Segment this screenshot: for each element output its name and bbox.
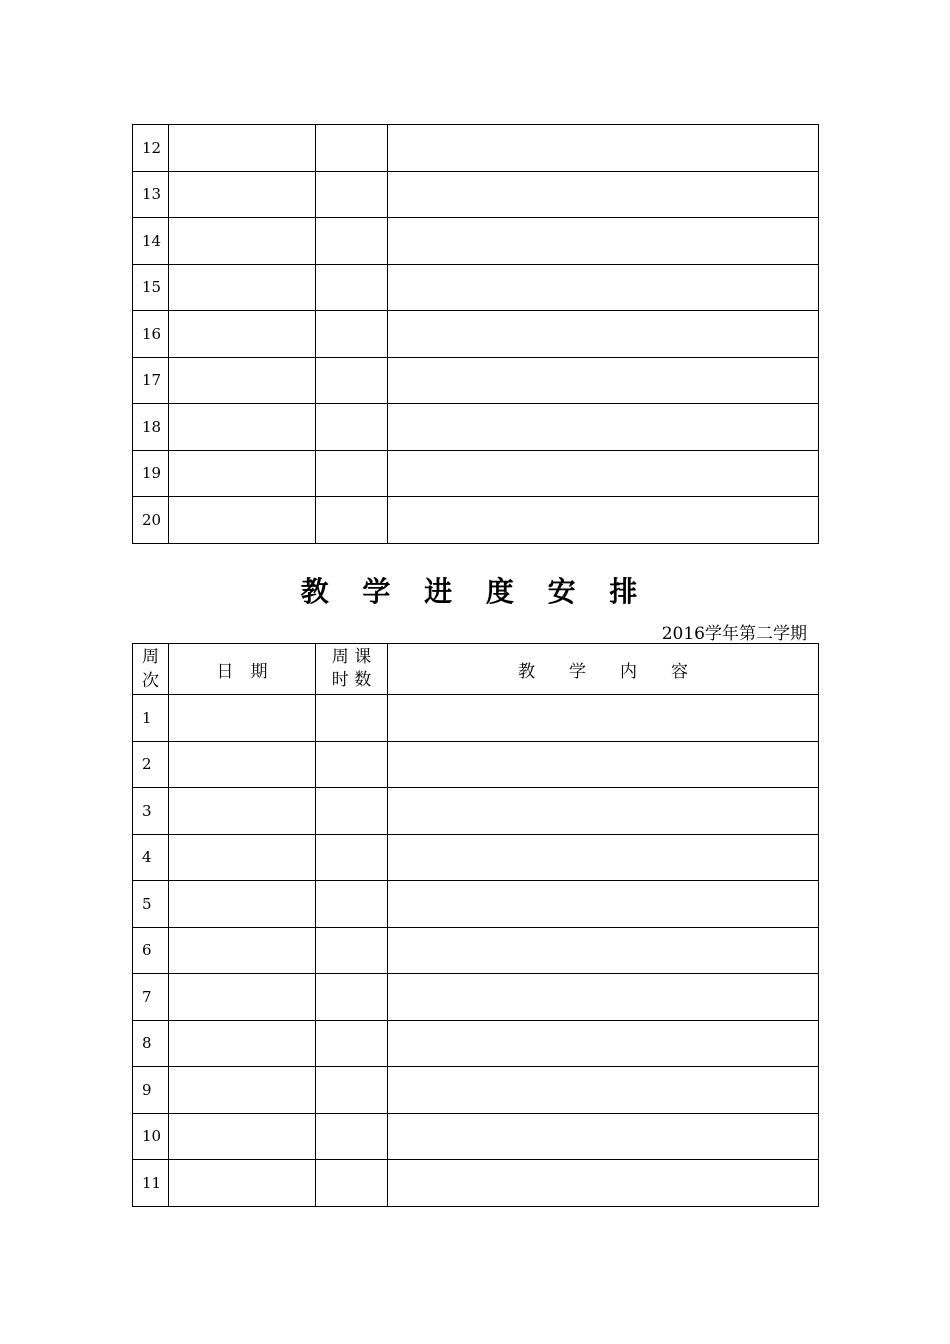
table-row bbox=[133, 311, 819, 358]
hours-cell[interactable] bbox=[316, 125, 388, 172]
hours-cell[interactable] bbox=[316, 264, 388, 311]
date-cell[interactable] bbox=[169, 264, 316, 311]
week-number-cell: 14 bbox=[133, 218, 169, 265]
table-row bbox=[133, 1020, 819, 1067]
hours-cell[interactable] bbox=[316, 695, 388, 742]
hours-cell[interactable] bbox=[316, 1113, 388, 1160]
content-cell[interactable] bbox=[388, 974, 819, 1021]
week-number-cell: 15 bbox=[133, 264, 169, 311]
date-cell[interactable] bbox=[169, 357, 316, 404]
week-number-cell: 6 bbox=[133, 927, 169, 974]
content-cell[interactable] bbox=[388, 741, 819, 788]
hours-cell[interactable] bbox=[316, 450, 388, 497]
content-cell[interactable] bbox=[388, 1113, 819, 1160]
date-cell[interactable] bbox=[169, 834, 316, 881]
content-cell[interactable] bbox=[388, 695, 819, 742]
week-number-cell: 13 bbox=[133, 171, 169, 218]
content-cell[interactable] bbox=[388, 881, 819, 928]
content-cell[interactable] bbox=[388, 1067, 819, 1114]
date-cell[interactable] bbox=[169, 741, 316, 788]
table-row bbox=[133, 1067, 819, 1114]
header-hours-line2: 时 数 bbox=[331, 670, 372, 690]
content-cell[interactable] bbox=[388, 497, 819, 544]
hours-cell[interactable] bbox=[316, 404, 388, 451]
date-cell[interactable] bbox=[169, 218, 316, 265]
week-number-cell: 20 bbox=[133, 497, 169, 544]
hours-cell[interactable] bbox=[316, 741, 388, 788]
table-row bbox=[133, 171, 819, 218]
week-number-cell: 9 bbox=[133, 1067, 169, 1114]
table-row bbox=[133, 881, 819, 928]
week-number-cell: 1 bbox=[133, 695, 169, 742]
content-cell[interactable] bbox=[388, 404, 819, 451]
hours-cell[interactable] bbox=[316, 218, 388, 265]
table-row bbox=[133, 357, 819, 404]
schedule-table-continued bbox=[132, 124, 819, 544]
table-header-row bbox=[133, 644, 819, 695]
week-number-cell: 3 bbox=[133, 788, 169, 835]
hours-cell[interactable] bbox=[316, 927, 388, 974]
table-row bbox=[133, 695, 819, 742]
table-row bbox=[133, 450, 819, 497]
week-number-cell: 8 bbox=[133, 1020, 169, 1067]
content-cell[interactable] bbox=[388, 171, 819, 218]
header-content: 教 学 内 容 bbox=[388, 644, 819, 695]
hours-cell[interactable] bbox=[316, 788, 388, 835]
week-number-cell: 18 bbox=[133, 404, 169, 451]
content-cell[interactable] bbox=[388, 1160, 819, 1207]
hours-cell[interactable] bbox=[316, 881, 388, 928]
hours-cell[interactable] bbox=[316, 357, 388, 404]
table-row bbox=[133, 974, 819, 1021]
header-week bbox=[133, 644, 169, 695]
semester-label: 2016学年第二学期 bbox=[661, 624, 807, 644]
table-row bbox=[133, 1160, 819, 1207]
date-cell[interactable] bbox=[169, 497, 316, 544]
hours-cell[interactable] bbox=[316, 1067, 388, 1114]
week-number-cell: 19 bbox=[133, 450, 169, 497]
content-cell[interactable] bbox=[388, 264, 819, 311]
date-cell[interactable] bbox=[169, 311, 316, 358]
week-number-cell: 17 bbox=[133, 357, 169, 404]
content-cell[interactable] bbox=[388, 125, 819, 172]
content-cell[interactable] bbox=[388, 927, 819, 974]
page-title: 教 学 进 度 安 排 bbox=[300, 575, 650, 608]
week-number-cell: 2 bbox=[133, 741, 169, 788]
content-cell[interactable] bbox=[388, 834, 819, 881]
hours-cell[interactable] bbox=[316, 171, 388, 218]
date-cell[interactable] bbox=[169, 1067, 316, 1114]
hours-cell[interactable] bbox=[316, 497, 388, 544]
week-number-cell: 10 bbox=[133, 1113, 169, 1160]
week-number-cell: 12 bbox=[133, 125, 169, 172]
date-cell[interactable] bbox=[169, 1020, 316, 1067]
date-cell[interactable] bbox=[169, 695, 316, 742]
header-hours-line1: 周 课 bbox=[331, 647, 372, 667]
table-row bbox=[133, 404, 819, 451]
week-number-cell: 7 bbox=[133, 974, 169, 1021]
date-cell[interactable] bbox=[169, 1160, 316, 1207]
content-cell[interactable] bbox=[388, 218, 819, 265]
week-number-cell: 5 bbox=[133, 881, 169, 928]
date-cell[interactable] bbox=[169, 974, 316, 1021]
content-cell[interactable] bbox=[388, 357, 819, 404]
table-row bbox=[133, 218, 819, 265]
week-number-cell: 11 bbox=[133, 1160, 169, 1207]
table-row bbox=[133, 1113, 819, 1160]
date-cell[interactable] bbox=[169, 450, 316, 497]
week-number-cell: 4 bbox=[133, 834, 169, 881]
hours-cell[interactable] bbox=[316, 834, 388, 881]
header-week-line1: 周 bbox=[142, 647, 159, 667]
hours-cell[interactable] bbox=[316, 974, 388, 1021]
date-cell[interactable] bbox=[169, 1113, 316, 1160]
content-cell[interactable] bbox=[388, 450, 819, 497]
table-row bbox=[133, 788, 819, 835]
week-number-cell: 16 bbox=[133, 311, 169, 358]
content-cell[interactable] bbox=[388, 311, 819, 358]
header-date: 日 期 bbox=[169, 644, 316, 695]
content-cell[interactable] bbox=[388, 788, 819, 835]
schedule-table bbox=[132, 643, 819, 1207]
date-cell[interactable] bbox=[169, 171, 316, 218]
content-cell[interactable] bbox=[388, 1020, 819, 1067]
hours-cell[interactable] bbox=[316, 311, 388, 358]
date-cell[interactable] bbox=[169, 927, 316, 974]
date-cell[interactable] bbox=[169, 881, 316, 928]
table-row bbox=[133, 834, 819, 881]
hours-cell[interactable] bbox=[316, 1160, 388, 1207]
hours-cell[interactable] bbox=[316, 1020, 388, 1067]
header-week-line2: 次 bbox=[142, 671, 159, 691]
date-cell[interactable] bbox=[169, 788, 316, 835]
table-row bbox=[133, 125, 819, 172]
date-cell[interactable] bbox=[169, 404, 316, 451]
table-row bbox=[133, 927, 819, 974]
date-cell[interactable] bbox=[169, 125, 316, 172]
header-hours bbox=[316, 644, 388, 695]
table-row bbox=[133, 497, 819, 544]
table-row bbox=[133, 264, 819, 311]
table-row bbox=[133, 741, 819, 788]
